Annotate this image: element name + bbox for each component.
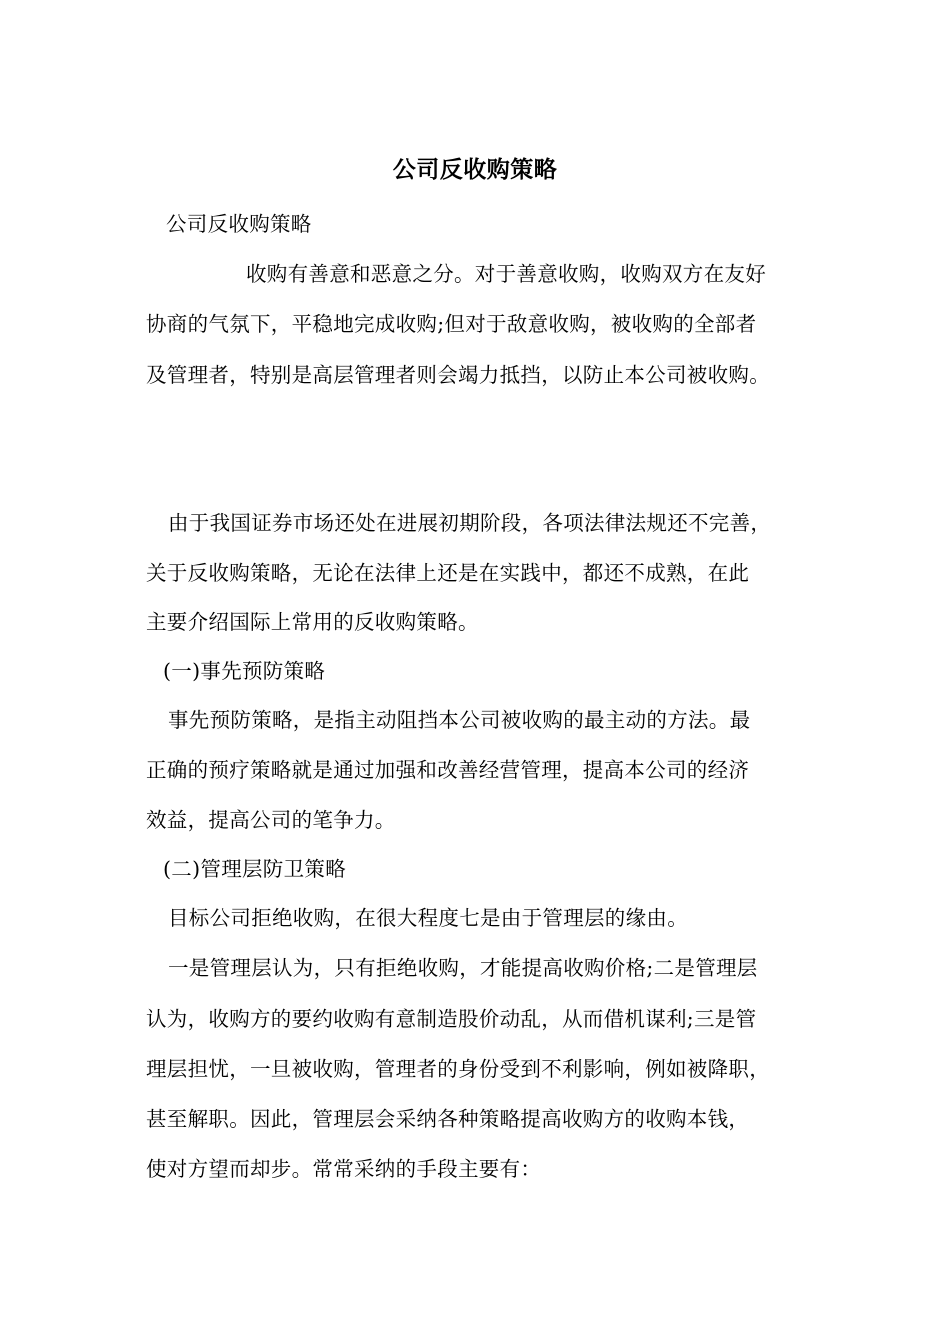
paragraph-line: 认为，收购方的要约收购有意制造股价动乱，从而借机谋利;三是管 xyxy=(146,1007,757,1031)
paragraph-line: 一是管理层认为，只有拒绝收购，才能提高收购价格;二是管理层 xyxy=(168,956,758,980)
paragraph-line: 事先预防策略，是指主动阻挡本公司被收购的最主动的方法。最 xyxy=(168,708,751,732)
paragraph-line: 及管理者，特别是高层管理者则会竭力抵挡，以防止本公司被收购。 xyxy=(146,363,770,387)
paragraph-line: 甚至解职。因此，管理层会采纳各种策略提高收购方的收购本钱， xyxy=(146,1107,750,1131)
subtitle-line: 公司反收购策略 xyxy=(166,212,312,236)
paragraph-line: 关于反收购策略，无论在法律上还是在实践中，都还不成熟，在此 xyxy=(146,561,750,585)
paragraph-line: 由于我国证券市场还处在进展初期阶段，各项法律法规还不完善， xyxy=(168,511,772,535)
paragraph-line: 理层担忧，一旦被收购，管理者的身份受到不利影响，例如被降职， xyxy=(146,1057,770,1081)
paragraph-line: 效益，提高公司的笔争力。 xyxy=(146,808,396,832)
section-heading: (二)管理层防卫策略 xyxy=(163,857,346,881)
paragraph-line: 协商的气氛下，平稳地完成收购;但对于敌意收购，被收购的全部者 xyxy=(146,312,757,336)
section-heading: (一)事先预防策略 xyxy=(163,659,326,683)
paragraph-line: 使对方望而却步。常常采纳的手段主要有： xyxy=(146,1157,542,1181)
document-title: 公司反收购策略 xyxy=(392,156,558,183)
paragraph-line: 收购有善意和恶意之分。对于善意收购，收购双方在友好 xyxy=(246,262,766,286)
paragraph-line: 目标公司拒绝收购，在很大程度七是由于管理层的缘由。 xyxy=(168,906,688,930)
paragraph-line: 主要介绍国际上常用的反收购策略。 xyxy=(146,610,479,634)
paragraph-line: 正确的预疗策略就是通过加强和改善经营管理，提高本公司的经济 xyxy=(146,758,750,782)
